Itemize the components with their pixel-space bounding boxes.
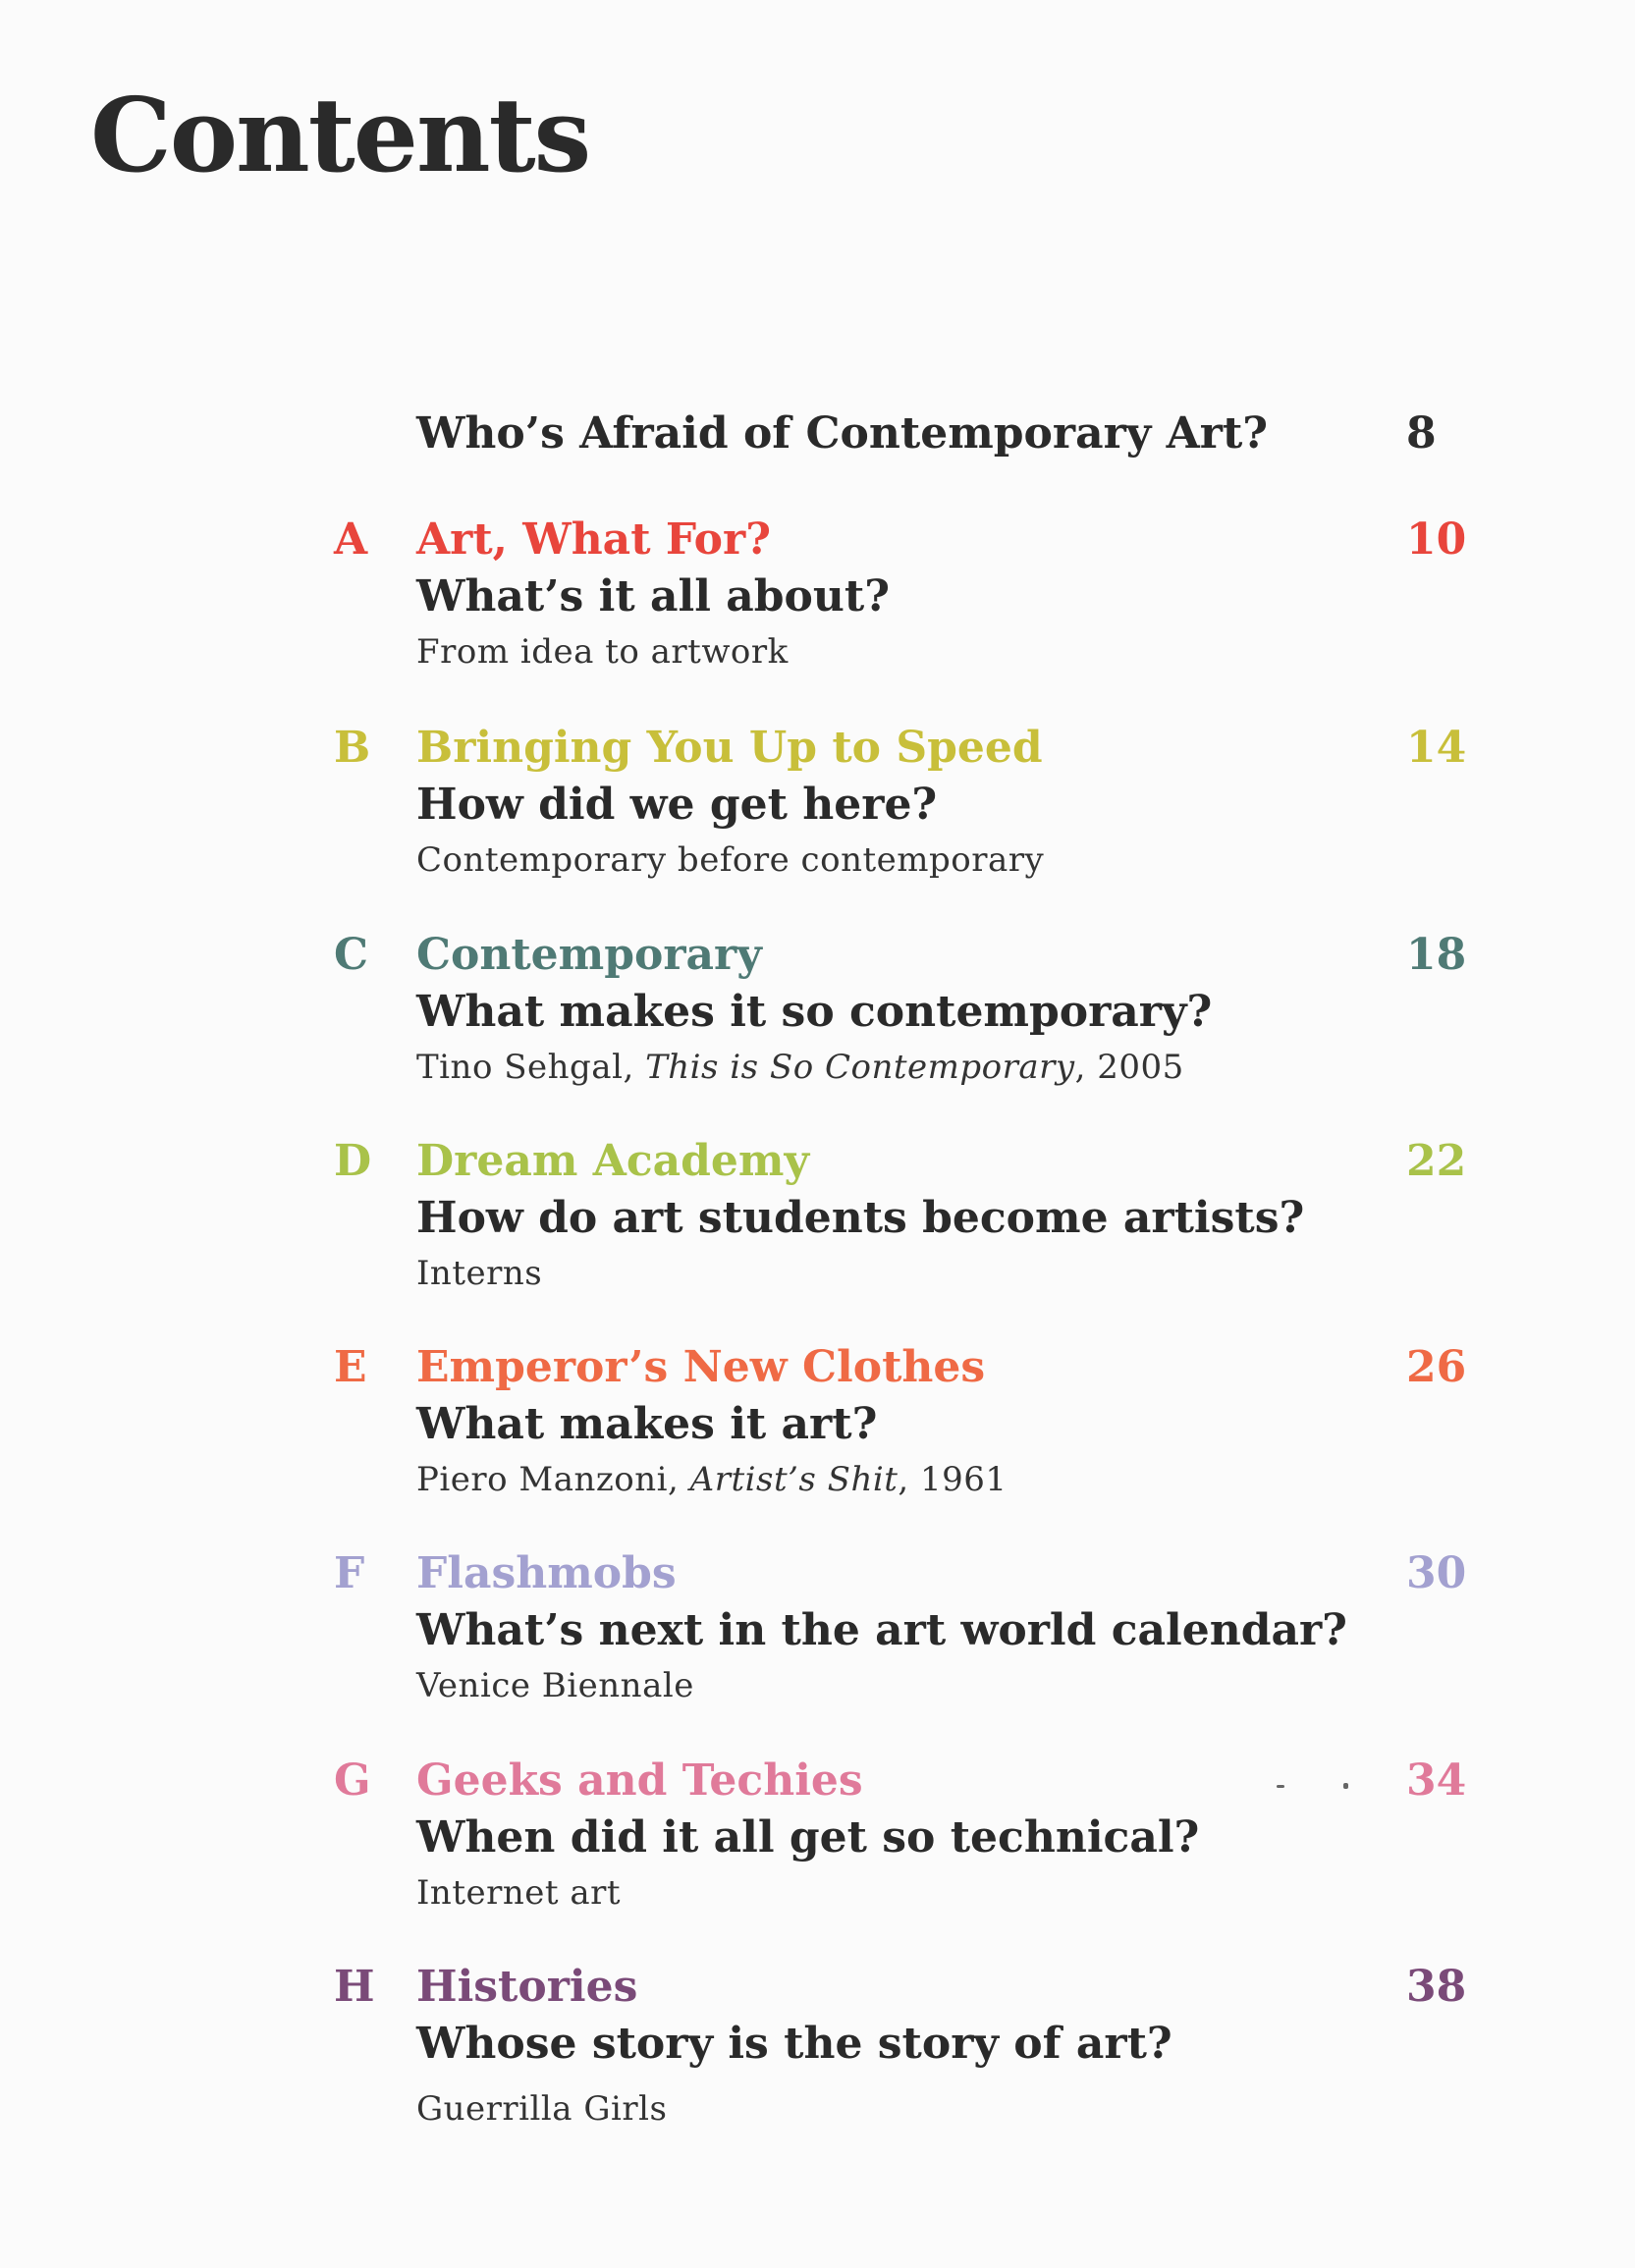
section-question: What makes it art? [416, 1399, 878, 1449]
section-page-number: 22 [1406, 1136, 1467, 1186]
section-subtitle: Internet art [416, 1873, 622, 1913]
section-page-number: 30 [1406, 1548, 1467, 1598]
section-letter: G [334, 1755, 371, 1806]
section-subtitle: From idea to artwork [416, 632, 789, 672]
section-subtitle: Guerrilla Girls [416, 2089, 668, 2129]
section-page-number: 14 [1406, 723, 1467, 773]
section-question: When did it all get so technical? [416, 1812, 1200, 1863]
section-question: How did we get here? [416, 780, 938, 830]
subtitle-work-title: This is So Contemporary [645, 1048, 1075, 1087]
section-page-number: 10 [1406, 514, 1467, 565]
section-page-number: 18 [1406, 930, 1467, 980]
section-letter: E [334, 1342, 367, 1392]
section-subtitle: Contemporary before contemporary [416, 840, 1045, 880]
section-letter: C [334, 930, 369, 980]
subtitle-year: , 2005 [1074, 1048, 1184, 1087]
section-title: Emperor’s New Clothes [416, 1342, 986, 1392]
section-title: Contemporary [416, 930, 762, 980]
section-question: What’s next in the art world calendar? [416, 1605, 1347, 1655]
section-question: Whose story is the story of art? [416, 2019, 1172, 2069]
page-title: Contents [90, 75, 590, 195]
section-letter: B [334, 723, 371, 773]
section-title: Geeks and Techies [416, 1755, 863, 1806]
section-question: What’s it all about? [416, 571, 890, 621]
section-subtitle [416, 1458, 1008, 1501]
section-page-number: 26 [1406, 1342, 1467, 1392]
section-letter: D [334, 1136, 372, 1186]
section-title: Bringing You Up to Speed [416, 723, 1043, 773]
section-title: Dream Academy [416, 1136, 810, 1186]
section-letter: H [334, 1962, 375, 2012]
intro-title: Who’s Afraid of Contemporary Art? [416, 408, 1269, 459]
section-letter: F [334, 1548, 365, 1598]
subtitle-year: , 1961 [898, 1460, 1008, 1499]
ink-speck [1277, 1785, 1284, 1788]
section-question: How do art students become artists? [416, 1193, 1305, 1243]
subtitle-artist: Piero Manzoni, [416, 1460, 690, 1499]
section-subtitle: Interns [416, 1254, 543, 1293]
section-page-number: 34 [1406, 1755, 1467, 1806]
section-title: Flashmobs [416, 1548, 677, 1598]
section-letter: A [334, 514, 368, 565]
section-subtitle: Venice Biennale [416, 1666, 694, 1705]
section-question: What makes it so contemporary? [416, 987, 1213, 1037]
subtitle-artist: Tino Sehgal, [416, 1048, 646, 1087]
section-title: Histories [416, 1962, 638, 2012]
section-page-number: 38 [1406, 1962, 1467, 2012]
section-title: Art, What For? [416, 514, 771, 565]
intro-page-number: 8 [1406, 408, 1437, 459]
ink-speck [1343, 1783, 1348, 1789]
subtitle-work-title: Artist’s Shit [689, 1460, 899, 1499]
section-subtitle [416, 1046, 1184, 1089]
